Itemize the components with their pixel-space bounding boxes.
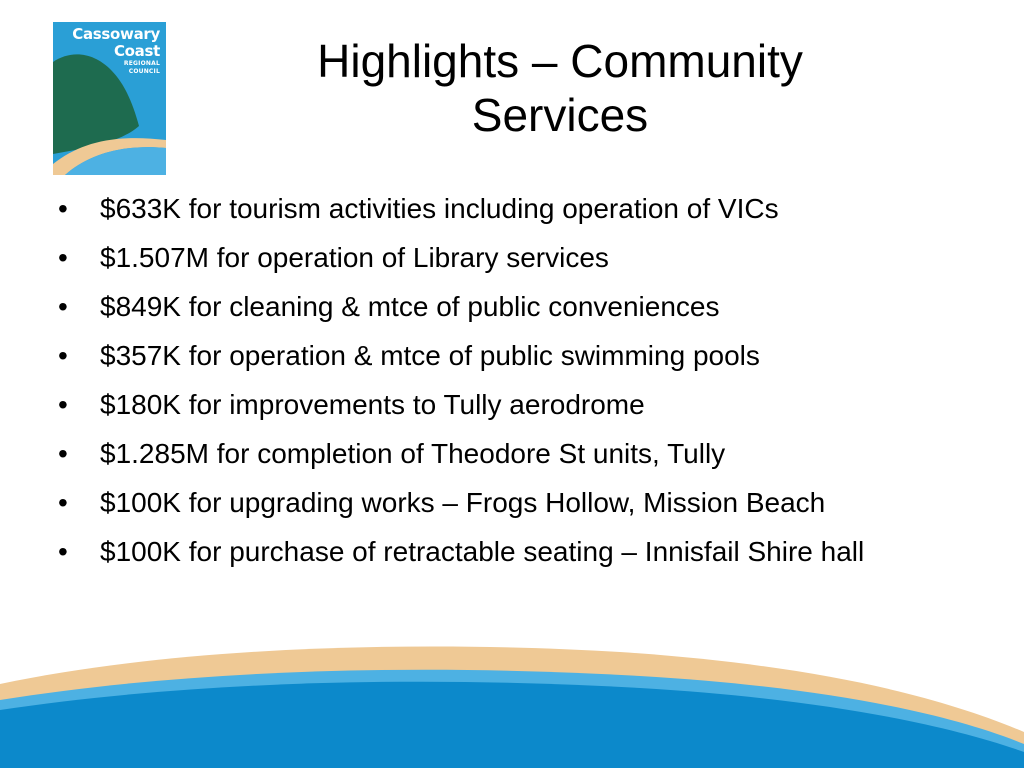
logo-line-coast: Coast bbox=[113, 42, 160, 60]
bullet-item bbox=[58, 286, 958, 327]
bullet-text: $100K for upgrading works – Frogs Hollow, Mission Beach bbox=[100, 487, 826, 518]
logo-wordmark bbox=[72, 26, 160, 76]
bullet-text: $849K for cleaning & mtce of public conveniences bbox=[100, 291, 720, 322]
bullet-item bbox=[58, 482, 958, 523]
bullet-dot: • bbox=[58, 340, 68, 371]
bullet-text: $100K for purchase of retractable seating – Innisfail Shire hall bbox=[100, 536, 865, 567]
bullet-item bbox=[58, 237, 958, 278]
bullet-dot: • bbox=[58, 193, 68, 224]
bullet-dot: • bbox=[58, 389, 68, 420]
bullet-item bbox=[58, 433, 958, 474]
council-logo bbox=[53, 22, 166, 175]
logo-line-council: COUNCIL bbox=[128, 68, 160, 75]
bullet-dot: • bbox=[58, 438, 68, 469]
bullet-text: $1.285M for completion of Theodore St units, Tully bbox=[100, 438, 726, 469]
bullet-text: $180K for improvements to Tully aerodrome bbox=[100, 389, 645, 420]
bullet-text: $633K for tourism activities including operation of VICs bbox=[100, 193, 779, 224]
slide-title bbox=[200, 34, 920, 142]
bullet-dot: • bbox=[58, 291, 68, 322]
bullet-text: $357K for operation & mtce of public swimming pools bbox=[100, 340, 760, 371]
bullet-item bbox=[58, 188, 958, 229]
footer-wave-decoration bbox=[0, 640, 1024, 768]
logo-line-cassowary: Cassowary bbox=[72, 25, 160, 43]
logo-line-regional: REGIONAL bbox=[123, 60, 160, 67]
bullet-dot: • bbox=[58, 536, 68, 567]
bullet-text: $1.507M for operation of Library services bbox=[100, 242, 609, 273]
title-line-1: Highlights – Community bbox=[317, 35, 803, 87]
bullet-list bbox=[58, 188, 958, 580]
bullet-dot: • bbox=[58, 487, 68, 518]
bullet-dot: • bbox=[58, 242, 68, 273]
bullet-item bbox=[58, 531, 958, 572]
title-line-2: Services bbox=[471, 89, 649, 141]
bullet-item bbox=[58, 384, 958, 425]
bullet-item bbox=[58, 335, 958, 376]
